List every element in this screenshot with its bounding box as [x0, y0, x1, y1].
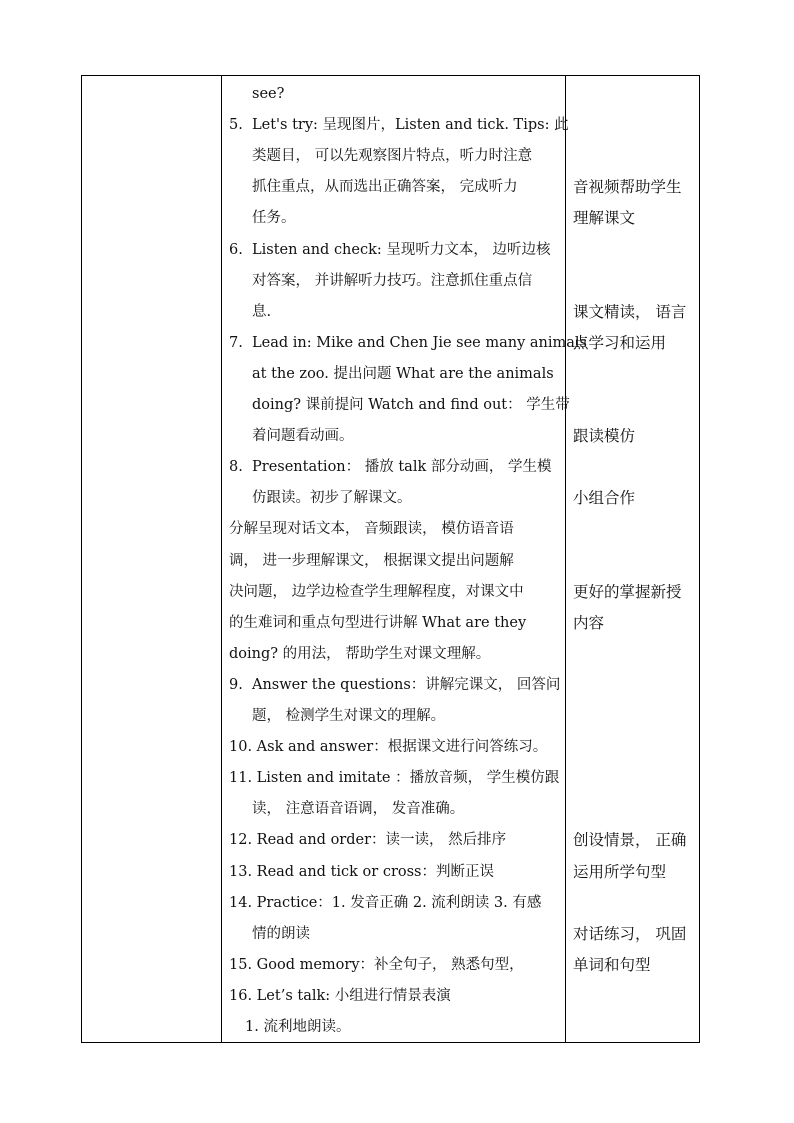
- step-line: [229, 950, 524, 981]
- step-text: doing? 课前提问 Watch and find out： 学生带: [252, 397, 570, 413]
- step-text: 题， 检测学生对课文的理解。: [252, 708, 446, 724]
- column-divider: [221, 76, 222, 1042]
- step-text: 13. Read and tick or cross：判断正误: [229, 863, 494, 880]
- step-line: [229, 577, 524, 608]
- step-text: 分解呈现对话文本， 音频跟读， 模仿语音语: [229, 521, 514, 538]
- step-text: Lead in: Mike and Chen Jie see many animals: [252, 334, 587, 351]
- step-text: 11. Listen and imitate ：播放音频， 学生模仿跟: [229, 770, 560, 787]
- step-line: [229, 701, 445, 732]
- step-text: see?: [252, 86, 285, 102]
- step-line: [229, 203, 296, 234]
- step-text: Answer the questions：讲解完课文， 回答问: [252, 676, 561, 693]
- step-number: 7.: [229, 334, 243, 351]
- step-line: [229, 452, 551, 483]
- step-text: 任务。: [252, 210, 296, 227]
- step-line: [229, 359, 554, 390]
- step-line: [229, 483, 412, 514]
- step-text: 类题目， 可以先观察图片特点，听力时注意: [252, 148, 533, 165]
- step-line: [229, 981, 451, 1012]
- step-line: [229, 732, 547, 763]
- step-line: [229, 794, 464, 825]
- step-text: 着问题看动画。: [252, 428, 354, 445]
- step-text: doing? 的用法， 帮助学生对课文理解。: [229, 645, 491, 662]
- purpose-text: 运用所学句型: [573, 862, 667, 881]
- step-line: [229, 639, 490, 670]
- step-line: [229, 172, 518, 203]
- purpose-text: 课文精读， 语言: [573, 302, 687, 321]
- step-text: 情的朗读: [252, 925, 310, 942]
- step-text: 14. Practice：1. 发音正确 2. 流利朗读 3. 有感: [229, 894, 542, 911]
- step-text: 读， 注意语音语调， 发音准确。: [252, 801, 465, 818]
- step-text: 决问题， 边学边检查学生理解程度，对课文中: [229, 583, 524, 600]
- purpose-text: 内容: [573, 613, 605, 632]
- step-line: [229, 141, 532, 172]
- step-line: [229, 266, 532, 297]
- step-line: [229, 328, 587, 359]
- step-line: [229, 888, 541, 919]
- step-text: 15. Good memory：补全句子， 熟悉句型，: [229, 956, 524, 973]
- step-text: 调， 进一步理解课文， 根据课文提出问题解: [229, 552, 514, 569]
- step-text: 息.: [252, 303, 272, 320]
- purpose-text: 对话练习， 巩固: [573, 924, 687, 943]
- purpose-text: 跟读模仿: [573, 427, 636, 446]
- step-text: 的生难词和重点句型进行讲解 What are they: [229, 614, 527, 631]
- step-text: 仿跟读。初步了解课文。: [252, 490, 412, 507]
- purpose-text: 点学习和运用: [573, 333, 667, 352]
- step-number: 5.: [229, 117, 243, 134]
- step-text: 12. Read and order：读一读， 然后排序: [229, 832, 507, 849]
- step-text: 对答案， 并讲解听力技巧。注意抓住重点信: [252, 272, 533, 289]
- step-line: [229, 514, 514, 545]
- step-line: [229, 79, 284, 110]
- step-line: [229, 421, 354, 452]
- step-line: [229, 235, 551, 266]
- step-line: [229, 670, 560, 701]
- step-number: 6.: [229, 241, 243, 258]
- step-line: [229, 763, 559, 794]
- step-number: 9.: [229, 676, 243, 693]
- step-line: [229, 546, 514, 577]
- step-text: Let's try: 呈现图片，Listen and tick. Tips: 此: [252, 117, 569, 134]
- purpose-text: 创设情景， 正确: [573, 831, 687, 850]
- step-line: [229, 919, 310, 950]
- step-line: [229, 1012, 350, 1043]
- purpose-text: 单词和句型: [573, 955, 651, 974]
- purpose-text: 小组合作: [573, 489, 636, 508]
- step-number: 8.: [229, 459, 243, 476]
- step-line: [229, 390, 570, 421]
- purpose-text: 更好的掌握新授: [573, 582, 682, 601]
- step-line: [229, 857, 494, 888]
- step-text: Listen and check: 呈现听力文本， 边听边核: [252, 241, 551, 258]
- step-line: [229, 297, 271, 328]
- step-line: [229, 825, 506, 856]
- purpose-text: 理解课文: [573, 209, 636, 228]
- step-text: 1. 流利地朗读。: [245, 1019, 351, 1035]
- purpose-text: 音视频帮助学生: [573, 178, 682, 197]
- step-text: 抓住重点，从而选出正确答案， 完成听力: [252, 179, 518, 196]
- step-text: Presentation： 播放 talk 部分动画， 学生模: [252, 459, 552, 476]
- step-text: 10. Ask and answer：根据课文进行问答练习。: [229, 739, 548, 756]
- step-text: 16. Let’s talk: 小组进行情景表演: [229, 987, 451, 1004]
- column-divider: [565, 76, 566, 1042]
- step-line: [229, 608, 526, 639]
- step-line: [229, 110, 569, 141]
- step-text: at the zoo. 提出问题 What are the animals: [252, 365, 554, 382]
- lesson-plan-table: [81, 75, 700, 1043]
